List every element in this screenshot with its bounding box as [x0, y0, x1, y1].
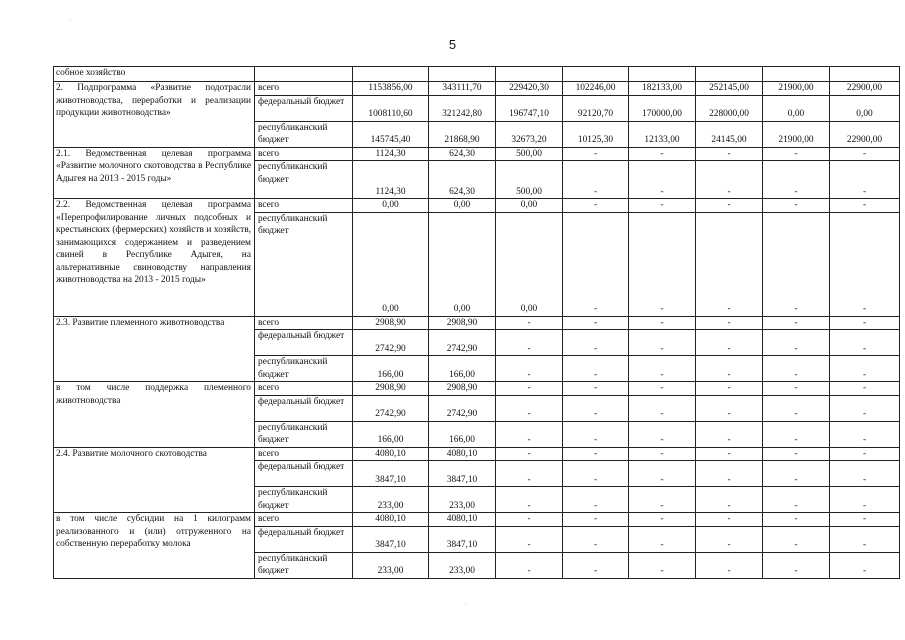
table-row: [54, 316, 900, 330]
amount-cell: -: [763, 421, 830, 447]
amount-cell: 321242,80: [429, 95, 496, 121]
amount-cell: 1153856,00: [353, 82, 429, 96]
amount-cell: -: [696, 447, 763, 461]
amount-cell: [429, 67, 496, 82]
amount-cell: -: [830, 330, 900, 356]
amount-cell: -: [763, 330, 830, 356]
amount-cell: 233,00: [429, 552, 496, 578]
amount-cell: 500,00: [496, 147, 563, 161]
amount-cell: -: [629, 161, 696, 199]
amount-cell: -: [763, 356, 830, 382]
funding-source-cell: федеральный бюджет: [255, 526, 353, 552]
amount-cell: 4080,10: [353, 513, 429, 527]
amount-cell: -: [830, 199, 900, 213]
amount-cell: -: [629, 552, 696, 578]
amount-cell: 21900,00: [763, 82, 830, 96]
amount-cell: -: [763, 526, 830, 552]
budget-table: [53, 66, 900, 579]
scan-speck: [70, 20, 71, 21]
amount-cell: 182133,00: [629, 82, 696, 96]
amount-cell: 624,30: [429, 161, 496, 199]
amount-cell: -: [696, 356, 763, 382]
amount-cell: -: [563, 552, 629, 578]
program-name-cell: 2.2. Ведомственная целевая программа «Перепрофилирование личных подсобных и крестьянских (фермерских) хозяйств и хозяйств, занимающихся содержанием и разведением свиней в Республике Адыгея, на альтернативные свиноводству направления животноводства на 2013 - 2015 годы»: [54, 199, 255, 317]
amount-cell: 0,00: [496, 212, 563, 316]
amount-cell: -: [496, 356, 563, 382]
amount-cell: -: [763, 147, 830, 161]
program-name-cell: собное хозяйство: [54, 67, 255, 82]
amount-cell: 0,00: [429, 212, 496, 316]
amount-cell: -: [830, 147, 900, 161]
table-body: [54, 67, 900, 579]
amount-cell: 252145,00: [696, 82, 763, 96]
amount-cell: -: [696, 461, 763, 487]
amount-cell: 3847,10: [429, 526, 496, 552]
amount-cell: 170000,00: [629, 95, 696, 121]
funding-source-cell: [255, 67, 353, 82]
funding-source-cell: республиканский бюджет: [255, 212, 353, 316]
amount-cell: 12133,00: [629, 121, 696, 147]
amount-cell: 2908,90: [429, 316, 496, 330]
amount-cell: 24145,00: [696, 121, 763, 147]
amount-cell: 2742,90: [353, 330, 429, 356]
amount-cell: 0,00: [496, 199, 563, 213]
amount-cell: 500,00: [496, 161, 563, 199]
amount-cell: 1008110,60: [353, 95, 429, 121]
amount-cell: 10125,30: [563, 121, 629, 147]
amount-cell: 2908,90: [429, 382, 496, 396]
amount-cell: -: [496, 447, 563, 461]
amount-cell: 0,00: [830, 95, 900, 121]
amount-cell: -: [496, 552, 563, 578]
table-row: [54, 67, 900, 82]
amount-cell: 22900,00: [830, 82, 900, 96]
amount-cell: 233,00: [429, 487, 496, 513]
funding-source-cell: республиканский бюджет: [255, 121, 353, 147]
amount-cell: 0,00: [429, 199, 496, 213]
table-row: [54, 382, 900, 396]
amount-cell: 3847,10: [353, 461, 429, 487]
amount-cell: 1124,30: [353, 161, 429, 199]
amount-cell: -: [696, 513, 763, 527]
amount-cell: 624,30: [429, 147, 496, 161]
table-row: [54, 147, 900, 161]
amount-cell: -: [629, 487, 696, 513]
funding-source-cell: всего: [255, 513, 353, 527]
amount-cell: -: [763, 199, 830, 213]
program-name-cell: 2. Подпрограмма «Развитие подотрасли животноводства, переработки и реализации продукции животноводства»: [54, 82, 255, 148]
amount-cell: -: [696, 330, 763, 356]
amount-cell: -: [763, 212, 830, 316]
amount-cell: 2742,90: [429, 330, 496, 356]
amount-cell: -: [696, 199, 763, 213]
amount-cell: 196747,10: [496, 95, 563, 121]
amount-cell: 21900,00: [763, 121, 830, 147]
amount-cell: 233,00: [353, 552, 429, 578]
amount-cell: [629, 67, 696, 82]
amount-cell: -: [763, 447, 830, 461]
amount-cell: -: [629, 447, 696, 461]
amount-cell: -: [563, 147, 629, 161]
amount-cell: 2742,90: [429, 395, 496, 421]
amount-cell: [563, 67, 629, 82]
amount-cell: -: [563, 421, 629, 447]
amount-cell: -: [830, 421, 900, 447]
amount-cell: -: [563, 199, 629, 213]
amount-cell: 343111,70: [429, 82, 496, 96]
amount-cell: -: [696, 552, 763, 578]
amount-cell: -: [830, 461, 900, 487]
amount-cell: -: [830, 161, 900, 199]
amount-cell: -: [629, 147, 696, 161]
funding-source-cell: республиканский бюджет: [255, 161, 353, 199]
amount-cell: -: [763, 487, 830, 513]
amount-cell: -: [496, 395, 563, 421]
amount-cell: 32673,20: [496, 121, 563, 147]
page-number: 5: [448, 37, 457, 52]
amount-cell: -: [830, 212, 900, 316]
amount-cell: -: [696, 382, 763, 396]
table-row: [54, 447, 900, 461]
amount-cell: -: [830, 447, 900, 461]
amount-cell: -: [563, 447, 629, 461]
amount-cell: -: [563, 526, 629, 552]
funding-source-cell: федеральный бюджет: [255, 330, 353, 356]
amount-cell: 4080,10: [429, 447, 496, 461]
amount-cell: -: [763, 161, 830, 199]
amount-cell: -: [696, 147, 763, 161]
funding-source-cell: федеральный бюджет: [255, 95, 353, 121]
amount-cell: -: [763, 513, 830, 527]
amount-cell: 22900,00: [830, 121, 900, 147]
amount-cell: -: [563, 382, 629, 396]
amount-cell: -: [629, 382, 696, 396]
table-row: [54, 199, 900, 213]
funding-source-cell: республиканский бюджет: [255, 487, 353, 513]
amount-cell: -: [629, 526, 696, 552]
amount-cell: -: [830, 526, 900, 552]
funding-source-cell: республиканский бюджет: [255, 552, 353, 578]
amount-cell: -: [496, 316, 563, 330]
amount-cell: [696, 67, 763, 82]
amount-cell: [763, 67, 830, 82]
table-row: [54, 82, 900, 96]
funding-source-cell: федеральный бюджет: [255, 461, 353, 487]
amount-cell: 92120,70: [563, 95, 629, 121]
amount-cell: -: [629, 316, 696, 330]
amount-cell: [496, 67, 563, 82]
amount-cell: 21868,90: [429, 121, 496, 147]
amount-cell: 166,00: [429, 421, 496, 447]
amount-cell: -: [496, 382, 563, 396]
amount-cell: -: [696, 212, 763, 316]
funding-source-cell: республиканский бюджет: [255, 356, 353, 382]
program-name-cell: в том числе поддержка племенного животноводства: [54, 382, 255, 448]
amount-cell: 233,00: [353, 487, 429, 513]
amount-cell: 166,00: [353, 356, 429, 382]
funding-source-cell: федеральный бюджет: [255, 395, 353, 421]
funding-source-cell: всего: [255, 147, 353, 161]
amount-cell: -: [763, 552, 830, 578]
amount-cell: -: [629, 199, 696, 213]
amount-cell: 2908,90: [353, 382, 429, 396]
funding-source-cell: всего: [255, 199, 353, 213]
amount-cell: -: [563, 161, 629, 199]
amount-cell: -: [629, 513, 696, 527]
amount-cell: -: [696, 395, 763, 421]
amount-cell: -: [629, 212, 696, 316]
amount-cell: -: [696, 161, 763, 199]
amount-cell: -: [696, 421, 763, 447]
amount-cell: -: [763, 382, 830, 396]
amount-cell: -: [830, 395, 900, 421]
amount-cell: -: [629, 461, 696, 487]
amount-cell: -: [496, 330, 563, 356]
amount-cell: -: [563, 356, 629, 382]
amount-cell: -: [496, 487, 563, 513]
amount-cell: -: [830, 382, 900, 396]
program-name-cell: 2.1. Ведомственная целевая программа «Развитие молочного скотоводства в Республике Адыгея на 2013 - 2015 годы»: [54, 147, 255, 199]
amount-cell: -: [563, 316, 629, 330]
amount-cell: -: [830, 356, 900, 382]
amount-cell: -: [496, 461, 563, 487]
amount-cell: -: [763, 461, 830, 487]
amount-cell: -: [496, 513, 563, 527]
amount-cell: 229420,30: [496, 82, 563, 96]
amount-cell: -: [763, 316, 830, 330]
program-name-cell: в том числе субсидии на 1 килограмм реализованного и (или) отгруженного на собственную переработку молока: [54, 513, 255, 579]
amount-cell: 2742,90: [353, 395, 429, 421]
amount-cell: -: [563, 487, 629, 513]
amount-cell: 4080,10: [429, 513, 496, 527]
amount-cell: -: [629, 421, 696, 447]
amount-cell: -: [696, 526, 763, 552]
amount-cell: 3847,10: [429, 461, 496, 487]
amount-cell: 228000,00: [696, 95, 763, 121]
amount-cell: -: [830, 487, 900, 513]
amount-cell: 3847,10: [353, 526, 429, 552]
amount-cell: 0,00: [353, 199, 429, 213]
amount-cell: -: [696, 487, 763, 513]
amount-cell: -: [563, 461, 629, 487]
amount-cell: -: [563, 513, 629, 527]
amount-cell: -: [763, 395, 830, 421]
amount-cell: -: [830, 513, 900, 527]
program-name-cell: 2.3. Развитие племенного животноводства: [54, 316, 255, 382]
amount-cell: 145745,40: [353, 121, 429, 147]
amount-cell: [830, 67, 900, 82]
amount-cell: 166,00: [353, 421, 429, 447]
funding-source-cell: республиканский бюджет: [255, 421, 353, 447]
amount-cell: -: [496, 421, 563, 447]
amount-cell: -: [629, 330, 696, 356]
scan-speck: [465, 603, 466, 604]
amount-cell: 1124,30: [353, 147, 429, 161]
amount-cell: -: [830, 316, 900, 330]
amount-cell: -: [830, 552, 900, 578]
amount-cell: 0,00: [353, 212, 429, 316]
funding-source-cell: всего: [255, 316, 353, 330]
amount-cell: 4080,10: [353, 447, 429, 461]
funding-source-cell: всего: [255, 82, 353, 96]
amount-cell: [353, 67, 429, 82]
amount-cell: -: [563, 212, 629, 316]
amount-cell: -: [629, 395, 696, 421]
amount-cell: 0,00: [763, 95, 830, 121]
amount-cell: 2908,90: [353, 316, 429, 330]
amount-cell: -: [696, 316, 763, 330]
funding-source-cell: всего: [255, 447, 353, 461]
amount-cell: -: [563, 330, 629, 356]
table-row: [54, 513, 900, 527]
funding-source-cell: всего: [255, 382, 353, 396]
amount-cell: 102246,00: [563, 82, 629, 96]
amount-cell: -: [496, 526, 563, 552]
amount-cell: 166,00: [429, 356, 496, 382]
program-name-cell: 2.4. Развитие молочного скотоводства: [54, 447, 255, 513]
amount-cell: -: [563, 395, 629, 421]
amount-cell: -: [629, 356, 696, 382]
